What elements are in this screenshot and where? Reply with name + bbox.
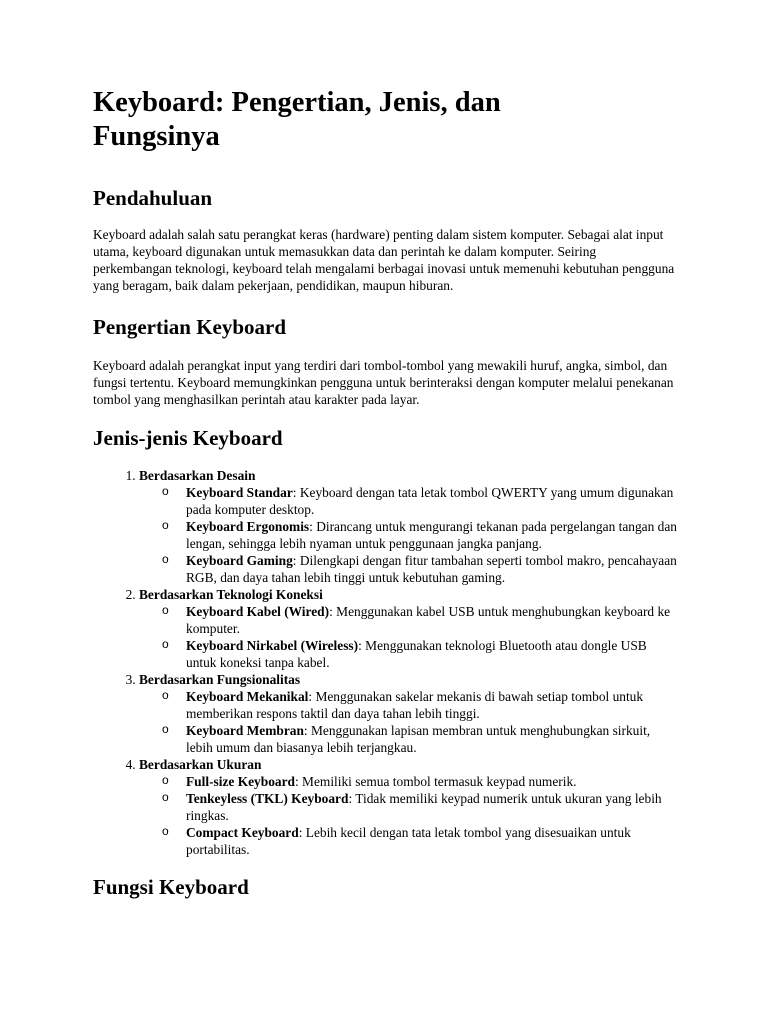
document-title: Keyboard: Pengertian, Jenis, dan Fungsinya [93, 87, 501, 152]
bullet-icon: o [162, 790, 169, 804]
bullet-icon: o [162, 824, 169, 838]
item-desc: : Menggunakan teknologi Bluetooth atau dongle USB untuk koneksi tanpa kabel. [186, 638, 647, 670]
item-term: Keyboard Membran [186, 723, 304, 738]
category-title: Berdasarkan Teknologi Koneksi [139, 587, 323, 602]
sub-list [139, 773, 678, 858]
item-term: Keyboard Mekanikal [186, 689, 309, 704]
item-desc: : Menggunakan lapisan membran untuk menghubungkan sirkuit, lebih umum dan biasanya lebih terjangkau. [186, 723, 651, 755]
list-item [162, 518, 678, 552]
list-item [162, 773, 678, 790]
item-desc: : Keyboard dengan tata letak tombol QWERTY yang umum digunakan pada komputer desktop. [186, 485, 674, 517]
heading-types: Jenis-jenis Keyboard [93, 426, 283, 450]
item-term: Keyboard Gaming [186, 553, 293, 568]
bullet-icon: o [162, 688, 169, 702]
sub-list [139, 688, 678, 756]
type-category [139, 467, 678, 586]
bullet-icon: o [162, 637, 169, 651]
bullet-icon: o [162, 484, 169, 498]
sub-list [139, 484, 678, 586]
list-item [162, 637, 678, 671]
category-title: Berdasarkan Ukuran [139, 757, 262, 772]
heading-intro: Pendahuluan [93, 186, 213, 210]
bullet-icon: o [162, 603, 169, 617]
item-desc: : Menggunakan sakelar mekanis di bawah setiap tombol untuk memberikan respons taktil dan daya tahan lebih tinggi. [186, 689, 644, 721]
list-item [162, 603, 678, 637]
item-term: Keyboard Ergonomis [186, 519, 310, 534]
paragraph-intro: Keyboard adalah salah satu perangkat keras (hardware) penting dalam sistem komputer. Sebagai alat input utama, keyboard digunakan untuk memasukkan data dan perintah ke dalam komputer. Seiring perkembangan teknologi, keyboard telah mengalami berbagai inovasi untuk memenuhi kebutuhan pengguna yang beragam, baik dalam pekerjaan, pendidikan, maupun hiburan. [93, 227, 675, 293]
list-item [162, 824, 678, 858]
item-desc: : Tidak memiliki keypad numerik untuk ukuran yang lebih ringkas. [186, 791, 662, 823]
category-title: Berdasarkan Desain [139, 468, 256, 483]
item-desc: : Menggunakan kabel USB untuk menghubungkan keyboard ke komputer. [186, 604, 671, 636]
bullet-icon: o [162, 518, 169, 532]
heading-definition: Pengertian Keyboard [93, 315, 287, 339]
category-title: Berdasarkan Fungsionalitas [139, 672, 301, 687]
item-term: Compact Keyboard [186, 825, 299, 840]
item-desc: : Lebih kecil dengan tata letak tombol yang disesuaikan untuk portabilitas. [186, 825, 631, 857]
types-list [93, 467, 678, 858]
list-item [162, 688, 678, 722]
item-desc: : Dilengkapi dengan fitur tambahan seperti tombol makro, pencahayaan RGB, dan daya tahan lebih tinggi untuk kebutuhan gaming. [186, 553, 677, 585]
bullet-icon: o [162, 552, 169, 566]
bullet-icon: o [162, 722, 169, 736]
type-category [139, 586, 678, 671]
item-term: Full-size Keyboard [186, 774, 295, 789]
sub-list [139, 603, 678, 671]
item-term: Tenkeyless (TKL) Keyboard [186, 791, 349, 806]
item-term: Keyboard Standar [186, 485, 293, 500]
item-term: Keyboard Nirkabel (Wireless) [186, 638, 359, 653]
list-item [162, 722, 678, 756]
list-item [162, 484, 678, 518]
item-desc: : Memiliki semua tombol termasuk keypad numerik. [294, 774, 577, 789]
bullet-icon: o [162, 773, 169, 787]
heading-function: Fungsi Keyboard [93, 875, 249, 899]
paragraph-definition: Keyboard adalah perangkat input yang terdiri dari tombol-tombol yang mewakili huruf, angka, simbol, dan fungsi tertentu. Keyboard memungkinkan pengguna untuk berinteraksi dengan komputer melalui penekanan tombol yang menghasilkan perintah atau karakter pada layar. [93, 358, 674, 407]
item-desc: : Dirancang untuk mengurangi tekanan pada pergelangan tangan dan lengan, sehingga lebih nyaman untuk penggunaan jangka panjang. [186, 519, 677, 551]
type-category [139, 671, 678, 756]
list-item [162, 790, 678, 824]
item-term: Keyboard Kabel (Wired) [186, 604, 330, 619]
list-item [162, 552, 678, 586]
type-category [139, 756, 678, 858]
